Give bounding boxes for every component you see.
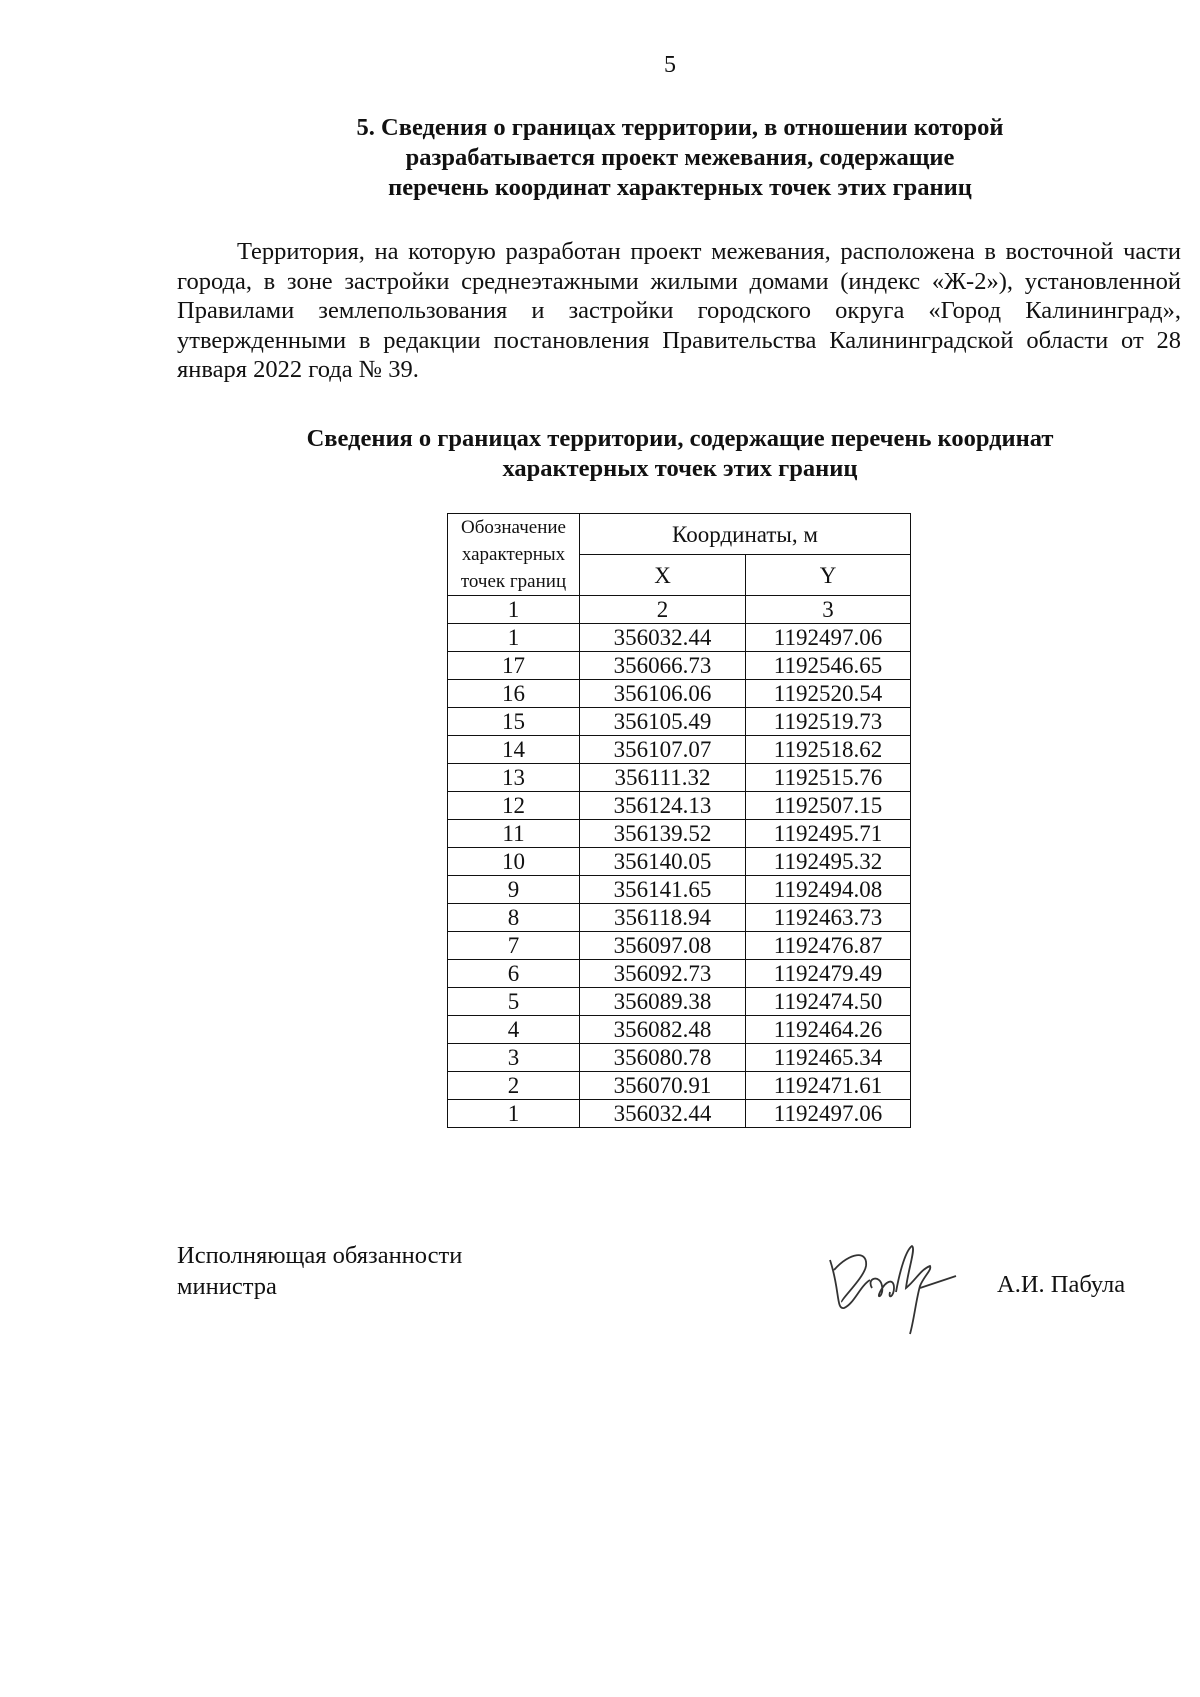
point-cell: 11	[448, 820, 580, 848]
point-cell: 13	[448, 764, 580, 792]
point-cell: 14	[448, 736, 580, 764]
x-coordinate-cell: 356106.06	[580, 680, 746, 708]
header-x: X	[580, 555, 746, 596]
signer-position-line: Исполняющая обязанности	[177, 1242, 463, 1269]
y-coordinate-cell: 1192495.71	[746, 820, 911, 848]
point-cell: 16	[448, 680, 580, 708]
column-number: 1	[448, 596, 580, 624]
point-cell: 7	[448, 932, 580, 960]
x-coordinate-cell: 356111.32	[580, 764, 746, 792]
point-cell: 15	[448, 708, 580, 736]
x-coordinate-cell: 356139.52	[580, 820, 746, 848]
y-coordinate-cell: 1192497.06	[746, 624, 911, 652]
section-title-line: 5. Сведения о границах территории, в отношении которой	[356, 114, 1004, 141]
y-coordinate-cell: 1192474.50	[746, 988, 911, 1016]
table-row	[448, 624, 911, 652]
x-coordinate-cell: 356089.38	[580, 988, 746, 1016]
x-coordinate-cell: 356124.13	[580, 792, 746, 820]
table-row	[448, 708, 911, 736]
table-row	[448, 680, 911, 708]
table-row	[448, 820, 911, 848]
table-row	[448, 1072, 911, 1100]
y-coordinate-cell: 1192495.32	[746, 848, 911, 876]
y-coordinate-cell: 1192476.87	[746, 932, 911, 960]
point-cell: 1	[448, 624, 580, 652]
table-row	[448, 652, 911, 680]
x-coordinate-cell: 356070.91	[580, 1072, 746, 1100]
table-row	[448, 932, 911, 960]
y-coordinate-cell: 1192471.61	[746, 1072, 911, 1100]
x-coordinate-cell: 356107.07	[580, 736, 746, 764]
table-row	[448, 1044, 911, 1072]
point-cell: 9	[448, 876, 580, 904]
x-coordinate-cell: 356105.49	[580, 708, 746, 736]
x-coordinate-cell: 356032.44	[580, 624, 746, 652]
y-coordinate-cell: 1192520.54	[746, 680, 911, 708]
section-title	[180, 113, 1180, 203]
table-row	[448, 848, 911, 876]
page-number: 5	[664, 52, 676, 78]
point-cell: 1	[448, 1100, 580, 1128]
y-coordinate-cell: 1192465.34	[746, 1044, 911, 1072]
signer-position	[177, 1240, 462, 1302]
table-row	[448, 1100, 911, 1128]
x-coordinate-cell: 356032.44	[580, 1100, 746, 1128]
signer-name: А.И. Пабула	[997, 1271, 1126, 1298]
table-row	[448, 960, 911, 988]
table-row	[448, 764, 911, 792]
point-cell: 2	[448, 1072, 580, 1100]
y-coordinate-cell: 1192519.73	[746, 708, 911, 736]
point-cell: 6	[448, 960, 580, 988]
point-cell: 5	[448, 988, 580, 1016]
y-coordinate-cell: 1192464.26	[746, 1016, 911, 1044]
header-point-designation: Обозначение характерных точек границ	[448, 514, 580, 596]
y-coordinate-cell: 1192463.73	[746, 904, 911, 932]
table-body	[448, 624, 911, 1128]
handwritten-signature	[820, 1230, 960, 1340]
signer-position-line: министра	[177, 1273, 277, 1300]
point-cell: 8	[448, 904, 580, 932]
table-row	[448, 736, 911, 764]
column-number: 3	[746, 596, 911, 624]
x-coordinate-cell: 356141.65	[580, 876, 746, 904]
table-row	[448, 876, 911, 904]
table-row	[448, 1016, 911, 1044]
header-coordinates: Координаты, м	[580, 514, 911, 555]
column-number: 2	[580, 596, 746, 624]
section-title-line: перечень координат характерных точек этих границ	[388, 174, 972, 201]
table-row	[448, 904, 911, 932]
coordinates-table	[447, 513, 911, 1128]
y-coordinate-cell: 1192546.65	[746, 652, 911, 680]
table-title	[180, 424, 1180, 484]
x-coordinate-cell: 356066.73	[580, 652, 746, 680]
x-coordinate-cell: 356080.78	[580, 1044, 746, 1072]
y-coordinate-cell: 1192507.15	[746, 792, 911, 820]
table-row	[448, 792, 911, 820]
header-y: Y	[746, 555, 911, 596]
section-title-line: разрабатывается проект межевания, содержащие	[405, 144, 955, 171]
x-coordinate-cell: 356082.48	[580, 1016, 746, 1044]
y-coordinate-cell: 1192515.76	[746, 764, 911, 792]
x-coordinate-cell: 356118.94	[580, 904, 746, 932]
table-row	[448, 988, 911, 1016]
y-coordinate-cell: 1192497.06	[746, 1100, 911, 1128]
x-coordinate-cell: 356092.73	[580, 960, 746, 988]
body-paragraph: Территория, на которую разработан проект межевания, расположена в восточной части города, в зоне застройки среднеэтажными жилыми домами (индекс «Ж-2»), установленной Правилами землепользования и застройки городского округа «Город Калининград», утвержденными в редакции постановления Правительства Калининградской области от 28 января 2022 года № 39.	[177, 238, 1181, 383]
table-title-line: Сведения о границах территории, содержащие перечень координат	[306, 425, 1054, 452]
y-coordinate-cell: 1192518.62	[746, 736, 911, 764]
point-cell: 12	[448, 792, 580, 820]
x-coordinate-cell: 356140.05	[580, 848, 746, 876]
y-coordinate-cell: 1192494.08	[746, 876, 911, 904]
point-cell: 17	[448, 652, 580, 680]
y-coordinate-cell: 1192479.49	[746, 960, 911, 988]
x-coordinate-cell: 356097.08	[580, 932, 746, 960]
point-cell: 3	[448, 1044, 580, 1072]
point-cell: 10	[448, 848, 580, 876]
point-cell: 4	[448, 1016, 580, 1044]
table-title-line: характерных точек этих границ	[502, 455, 858, 482]
